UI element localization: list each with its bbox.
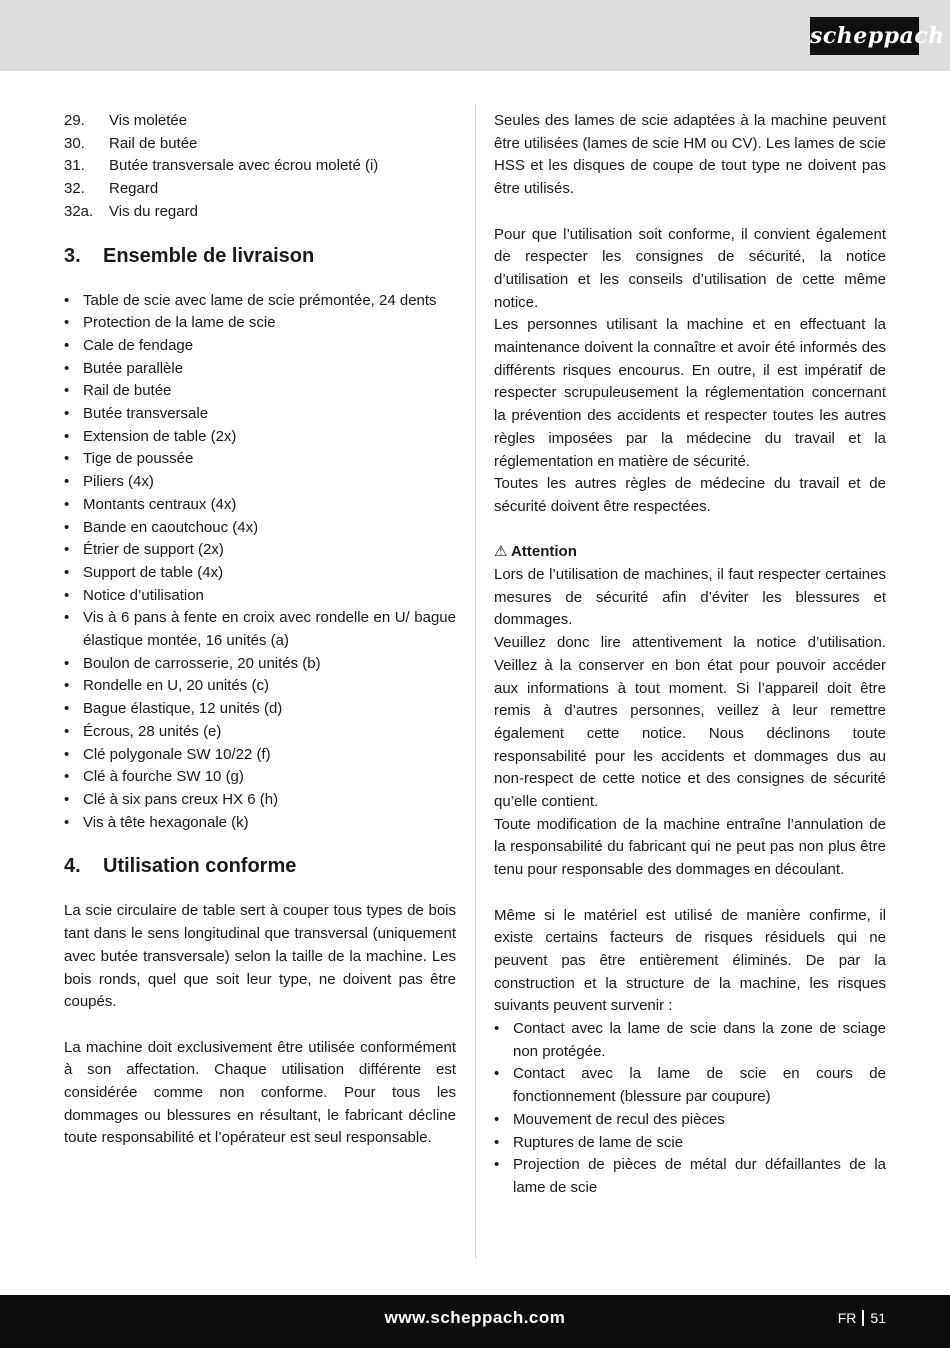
paragraph: Veuillez donc lire attentivement la notice d’utilisation. Veillez à la conserver en bon état pour pouvoir accéder aux informations à tout moment. Si l’appareil doit être remis à d’autres personnes, veillez à leur remettre également cette notice. Nous déclinons toute responsabilité pour les accidents et dommages dus au non-respect de cette notice et des consignes de sécurité qu’elle contient. — [494, 634, 886, 811]
section-title: Ensemble de livraison — [103, 244, 315, 267]
item-label: Rail de butée — [109, 134, 198, 152]
delivery-list — [64, 290, 456, 835]
item-label: Butée transversale avec écrou moleté (i) — [109, 157, 379, 175]
list-item: • Bande en caoutchouc (4x) — [64, 517, 456, 540]
item-label: Vis moletée — [109, 112, 188, 129]
list-item: • Clé polygonale SW 10/22 (f) — [64, 744, 456, 767]
column-divider — [475, 104, 476, 1258]
website-link[interactable]: www.scheppach.com — [384, 1308, 566, 1327]
language-code: FR — [837, 1310, 857, 1326]
list-item: • Clé à fourche SW 10 (g) — [64, 766, 456, 789]
list-item: • Mouvement de recul des pièces — [494, 1109, 886, 1132]
list-item: • Rondelle en U, 20 unités (c) — [64, 675, 456, 698]
section-number: 4. — [64, 855, 81, 878]
list-item: • Boulon de carrosserie, 20 unités (b) — [64, 653, 456, 676]
page-number: 51 — [870, 1310, 886, 1326]
separator — [862, 1310, 864, 1326]
section-heading-intended-use — [64, 853, 456, 879]
list-item: • Étrier de support (2x) — [64, 539, 456, 562]
paragraph: Même si le matériel est utilisé de manière confirme, il existe certains facteurs de risques résiduels qui ne peuvent pas être entièrement éliminés. De par la construction et la structure de la machine, les risques suivants peuvent survenir : — [494, 906, 886, 1015]
paragraph: La machine doit exclusivement être utilisée conformément à son affectation. Chaque utilisation différente est considérée comme non conforme. Pour tous les dommages ou blessures en résultant, le fabricant décline toute responsabilité et l’opérateur est seul responsable. — [64, 1038, 456, 1147]
brand-logo: scheppach — [810, 17, 919, 55]
risk-list — [494, 1018, 886, 1200]
list-item: • Bague élastique, 12 unités (d) — [64, 698, 456, 721]
item-number: 32. — [64, 180, 85, 198]
item-number: 31. — [64, 157, 85, 175]
item-number: 32a. — [64, 202, 94, 220]
list-item: • Notice d’utilisation — [64, 585, 456, 608]
list-item: • Rail de butée — [64, 380, 456, 403]
list-item: • Contact avec la lame de scie en cours de fonctionnement (blessure par coupure) — [494, 1063, 886, 1108]
paragraph: Pour que l’utilisation soit conforme, il convient également de respecter les consignes de sécurité, la notice d’utilisation et les conseils d’utilisation de cette même notice. — [494, 225, 886, 311]
list-item: • Écrous, 28 unités (e) — [64, 721, 456, 744]
list-item: • Piliers (4x) — [64, 471, 456, 494]
page-footer — [0, 1295, 950, 1348]
list-item: • Extension de table (2x) — [64, 426, 456, 449]
parts-list — [64, 110, 456, 224]
list-item: • Tige de poussée — [64, 448, 456, 471]
list-item: • Clé à six pans creux HX 6 (h) — [64, 789, 456, 812]
paragraph: Toutes les autres règles de médecine du travail et de sécurité doivent être respectées. — [494, 475, 886, 515]
list-item: • Protection de la lame de scie — [64, 312, 456, 335]
list-item: • Montants centraux (4x) — [64, 494, 456, 517]
attention-heading — [494, 541, 886, 564]
list-item — [64, 110, 456, 133]
item-number: 29. — [64, 112, 85, 129]
paragraph: Seules des lames de scie adaptées à la machine peuvent être utilisées (lames de scie HM ou CV). Les lames de scie HSS et les disques de coupe de tout type ne doivent pas être utilisés. — [494, 112, 886, 198]
list-item: • Butée transversale — [64, 403, 456, 426]
warning-triangle-icon: ⚠ Attention — [494, 543, 577, 561]
list-item — [64, 133, 456, 156]
item-label: Regard — [109, 180, 159, 198]
list-item: • Vis à 6 pans à fente en croix avec rondelle en U/ bague élastique montée, 16 unités (a) — [64, 607, 456, 652]
paragraph: La scie circulaire de table sert à couper tous types de bois tant dans le sens longitudinal que transversal (uniquement avec butée transversale) selon la taille de la machine. Les bois ronds, quel que soit leur type, ne doivent pas être coupés. — [64, 902, 456, 1011]
page-header — [0, 0, 950, 71]
section-number: 3. — [64, 244, 81, 267]
list-item: • Vis à tête hexagonale (k) — [64, 812, 456, 835]
section-title: Utilisation conforme — [103, 855, 297, 878]
list-item: • Support de table (4x) — [64, 562, 456, 585]
list-item — [64, 155, 456, 178]
paragraph: Les personnes utilisant la machine et en effectuant la maintenance doivent la connaître et avoir été informés des différents risques encourus. En outre, il est impératif de respecter scrupuleusement la réglementation concernant la prévention des accidents et respecter toutes les autres règles imposées par la médecine du travail et la réglementation en matière de sécurité. — [494, 316, 886, 470]
item-label: Vis du regard — [109, 202, 198, 220]
paragraph: Toute modification de la machine entraîne l’annulation de la responsabilité du fabricant qui ne peut pas non plus être tenu pour responsable des dommages en découlant. — [494, 815, 886, 879]
list-item: • Butée parallèle — [64, 358, 456, 381]
section-heading-delivery — [64, 243, 456, 269]
list-item: • Ruptures de lame de scie — [494, 1132, 886, 1155]
paragraph: Lors de l’utilisation de machines, il faut respecter certaines mesures de sécurité afin d’éviter les blessures et dommages. — [494, 566, 886, 629]
list-item — [64, 201, 456, 224]
list-item: • Cale de fendage — [64, 335, 456, 358]
list-item: • Contact avec la lame de scie dans la zone de sciage non protégée. — [494, 1018, 886, 1063]
page-indicator — [838, 1310, 886, 1326]
list-item — [64, 178, 456, 201]
item-number: 30. — [64, 134, 85, 152]
list-item: • Table de scie avec lame de scie prémontée, 24 dents — [64, 290, 456, 313]
right-column — [494, 110, 886, 1200]
left-column — [64, 110, 456, 1150]
list-item: • Projection de pièces de métal dur défaillantes de la lame de scie — [494, 1154, 886, 1199]
